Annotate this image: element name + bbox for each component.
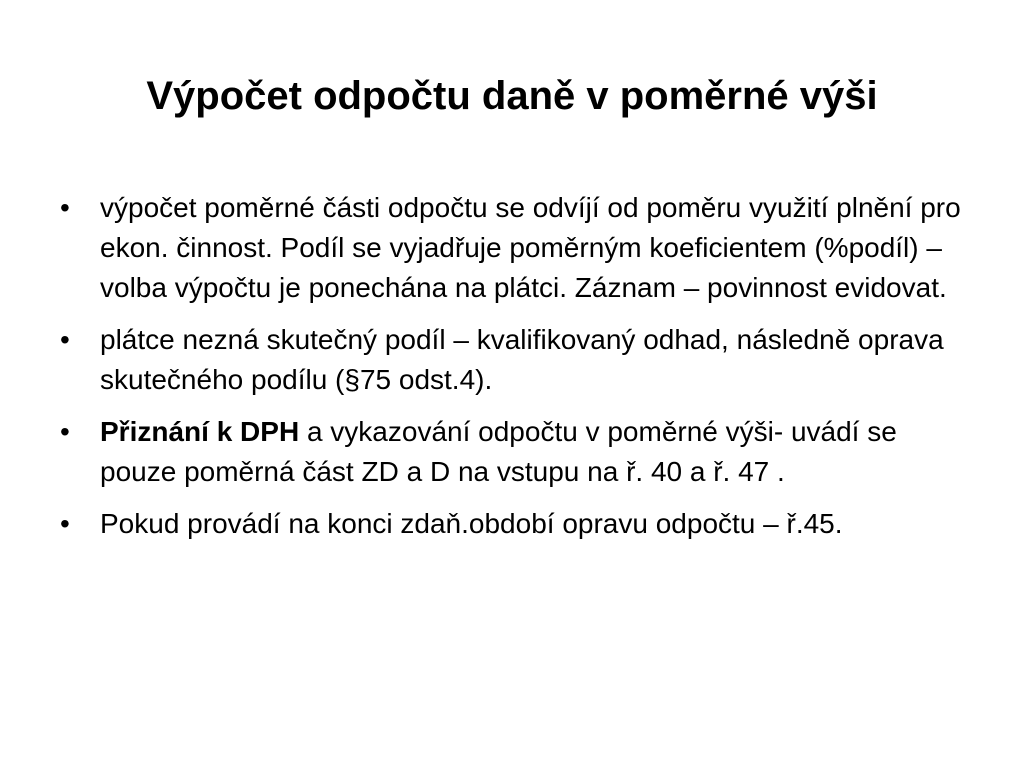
bullet-list [58,188,968,556]
bullet-marker: • [60,416,70,447]
bullet-text-content: plátce nezná skutečný podíl – kvalifikovaný odhad, následně oprava skutečného podílu (§75 odst.4). [100,324,944,395]
bullet-text-content: Pokud provádí na konci zdaň.období opravu odpočtu – ř.45. [100,508,843,539]
bullet-text [100,508,843,539]
bullet-bold-lead: Přiznání k DPH [100,416,300,447]
bullet-marker: • [60,192,70,223]
bullet-text [100,416,897,487]
bullet-marker: • [60,324,70,355]
bullet-text-content: a vykazování odpočtu v poměrné výši- uvádí se pouze poměrná část ZD a D na vstupu na ř. 40 a ř. 47 . [100,416,897,487]
bullet-text-content: výpočet poměrné části odpočtu se odvíjí od poměru využití plnění pro ekon. činnost. Podíl se vyjadřuje poměrným koeficientem (%podíl) – volba výpočtu je ponechána na plátci. Záznam – povinnost evidovat. [100,192,961,303]
bullet-text [100,192,961,303]
bullet-item [58,188,968,308]
bullet-marker: • [60,508,70,539]
slide-title: Výpočet odpočtu daně v poměrné výši [146,74,878,118]
bullet-item [58,504,968,544]
bullet-item [58,412,968,492]
bullet-item [58,320,968,400]
bullet-text [100,324,944,395]
